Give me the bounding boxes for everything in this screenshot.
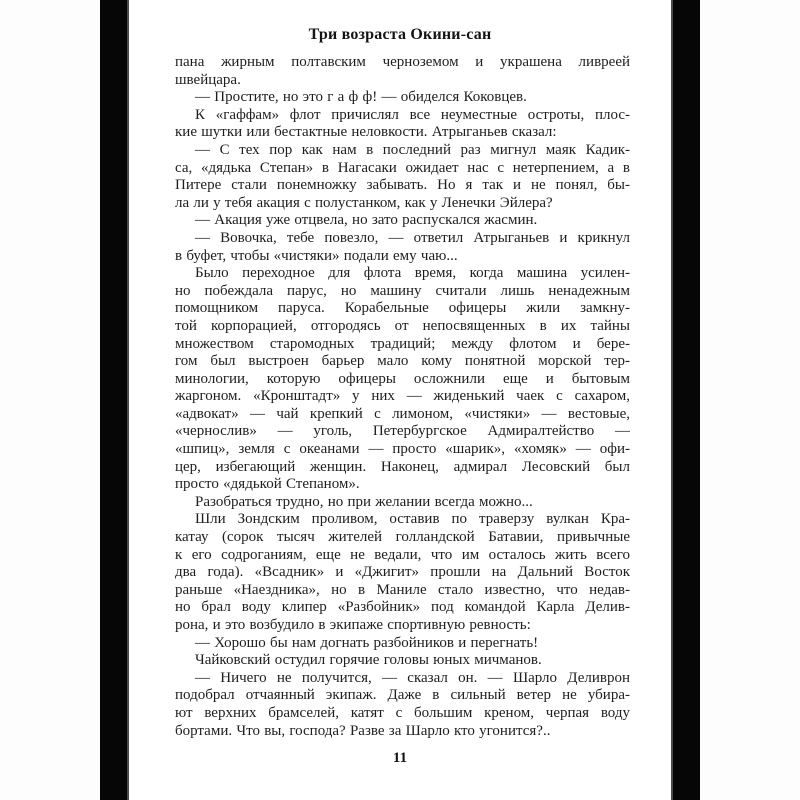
text-line: жаргоном. «Кронштадт» у них — жиденький чаек с сахаром, <box>175 388 630 405</box>
text-line: Было переходное для флота время, когда машина усилен- <box>195 265 630 282</box>
running-head: Три возраста Окини-сан <box>308 26 492 43</box>
text-line: К «гаффам» флот причислял все неуместные остроты, плос- <box>195 106 630 123</box>
text-line: — Хорошо бы нам догнать разбойников и перегнать! <box>195 634 539 651</box>
text-line: раньше «Наездника», но в Маниле стало известно, что недав- <box>175 581 630 598</box>
text-line: гом был выстроен барьер мало кому понятной морской тер- <box>175 353 630 370</box>
text-line: — Простите, но это г а ф ф! — обиделся Коковцев. <box>195 89 527 106</box>
text-line: минологии, которую офицеры осложнили еще и бытовым <box>175 370 630 387</box>
text-line: просто «дядькой Степаном». <box>175 476 360 493</box>
text-line: но побеждала парус, но машину считали лишь ненадежным <box>175 282 630 299</box>
text-line: подобрал отчаянный экипаж. Даже в сильный ветер не убира- <box>175 687 630 704</box>
text-line: Чайковский остудил горячие головы юных мичманов. <box>195 652 542 669</box>
text-line: «чернослив» — уголь, Петербургское Адмиралтейство — <box>175 423 630 440</box>
text-line: в буфет, чтобы «чистяки» подали ему чаю... <box>175 247 458 264</box>
right-backdrop-bar <box>671 0 700 800</box>
body-text <box>175 54 630 740</box>
text-line: Шли Зондским проливом, оставив по траверзу вулкан Кра- <box>195 511 630 528</box>
text-line: но брал воду клипер «Разбойник» под командой Карла Делив- <box>175 599 630 616</box>
text-line: два года). «Всадник» и «Джигит» прошли на Дальний Восток <box>175 564 630 581</box>
text-line: «адвокат» — чай крепкий с лимоном, «чистяки» — вестовые, <box>175 405 630 422</box>
text-line: к его содроганиям, еще не ведали, что им осталось жить всего <box>175 546 630 563</box>
text-line: са, «дядька Степан» в Нагасаки ожидает нас с нетерпением, а в <box>175 159 630 176</box>
text-line: той корпорацией, отгородясь от непосвященных в их тайны <box>175 317 630 334</box>
text-line: рона, и это возбудило в экипаже спортивную ревность: <box>175 617 531 633</box>
text-line: помощником паруса. Корабельные офицеры жили замкну- <box>175 300 630 317</box>
text-line: швейцара. <box>175 71 241 88</box>
text-line: — Акация уже отцвела, но зато распускался жасмин. <box>195 212 538 229</box>
page-number: 11 <box>392 750 408 766</box>
text-line: Питере стали понемножку забывать. Но я так и не понял, бы- <box>175 177 630 194</box>
text-line: «шпиц», земля с океанами — просто «шарик», «хомяк» — офи- <box>175 441 630 458</box>
text-line: кие шутки или бестактные неловкости. Атрыганьев сказал: <box>175 124 557 141</box>
left-backdrop-bar <box>100 0 129 800</box>
text-line: бортами. Что вы, господа? Разве за Шарло кто угонится?.. <box>175 722 551 739</box>
text-line: — С тех пор как нам в последний раз мигнул маяк Кадик- <box>195 141 630 158</box>
text-line: — Ничего не получится, — сказал он. — Шарло Деливрон <box>195 669 630 686</box>
text-line: пана жирным полтавским черноземом и украшена ливреей <box>175 54 630 70</box>
text-line: ла ли у тебя акация с полустанком, как у Ленечки Эйлера? <box>175 194 553 211</box>
text-line: цер, избегающий женщин. Наконец, адмирал Лесовский был <box>175 458 630 475</box>
text-line: Разобраться трудно, но при желании всегда можно... <box>195 493 533 510</box>
text-line: катау (сорок тысяч жителей голландской Батавии, привычные <box>175 529 630 546</box>
book-page <box>129 0 671 800</box>
text-line: — Вовочка, тебе повезло, — ответил Атрыганьев и крикнул <box>195 229 630 246</box>
text-line: множеством старомодных традиций; между флотом и бере- <box>175 335 630 352</box>
text-line: ют верхних брамселей, катят с большим креном, черпая воду <box>175 704 630 721</box>
